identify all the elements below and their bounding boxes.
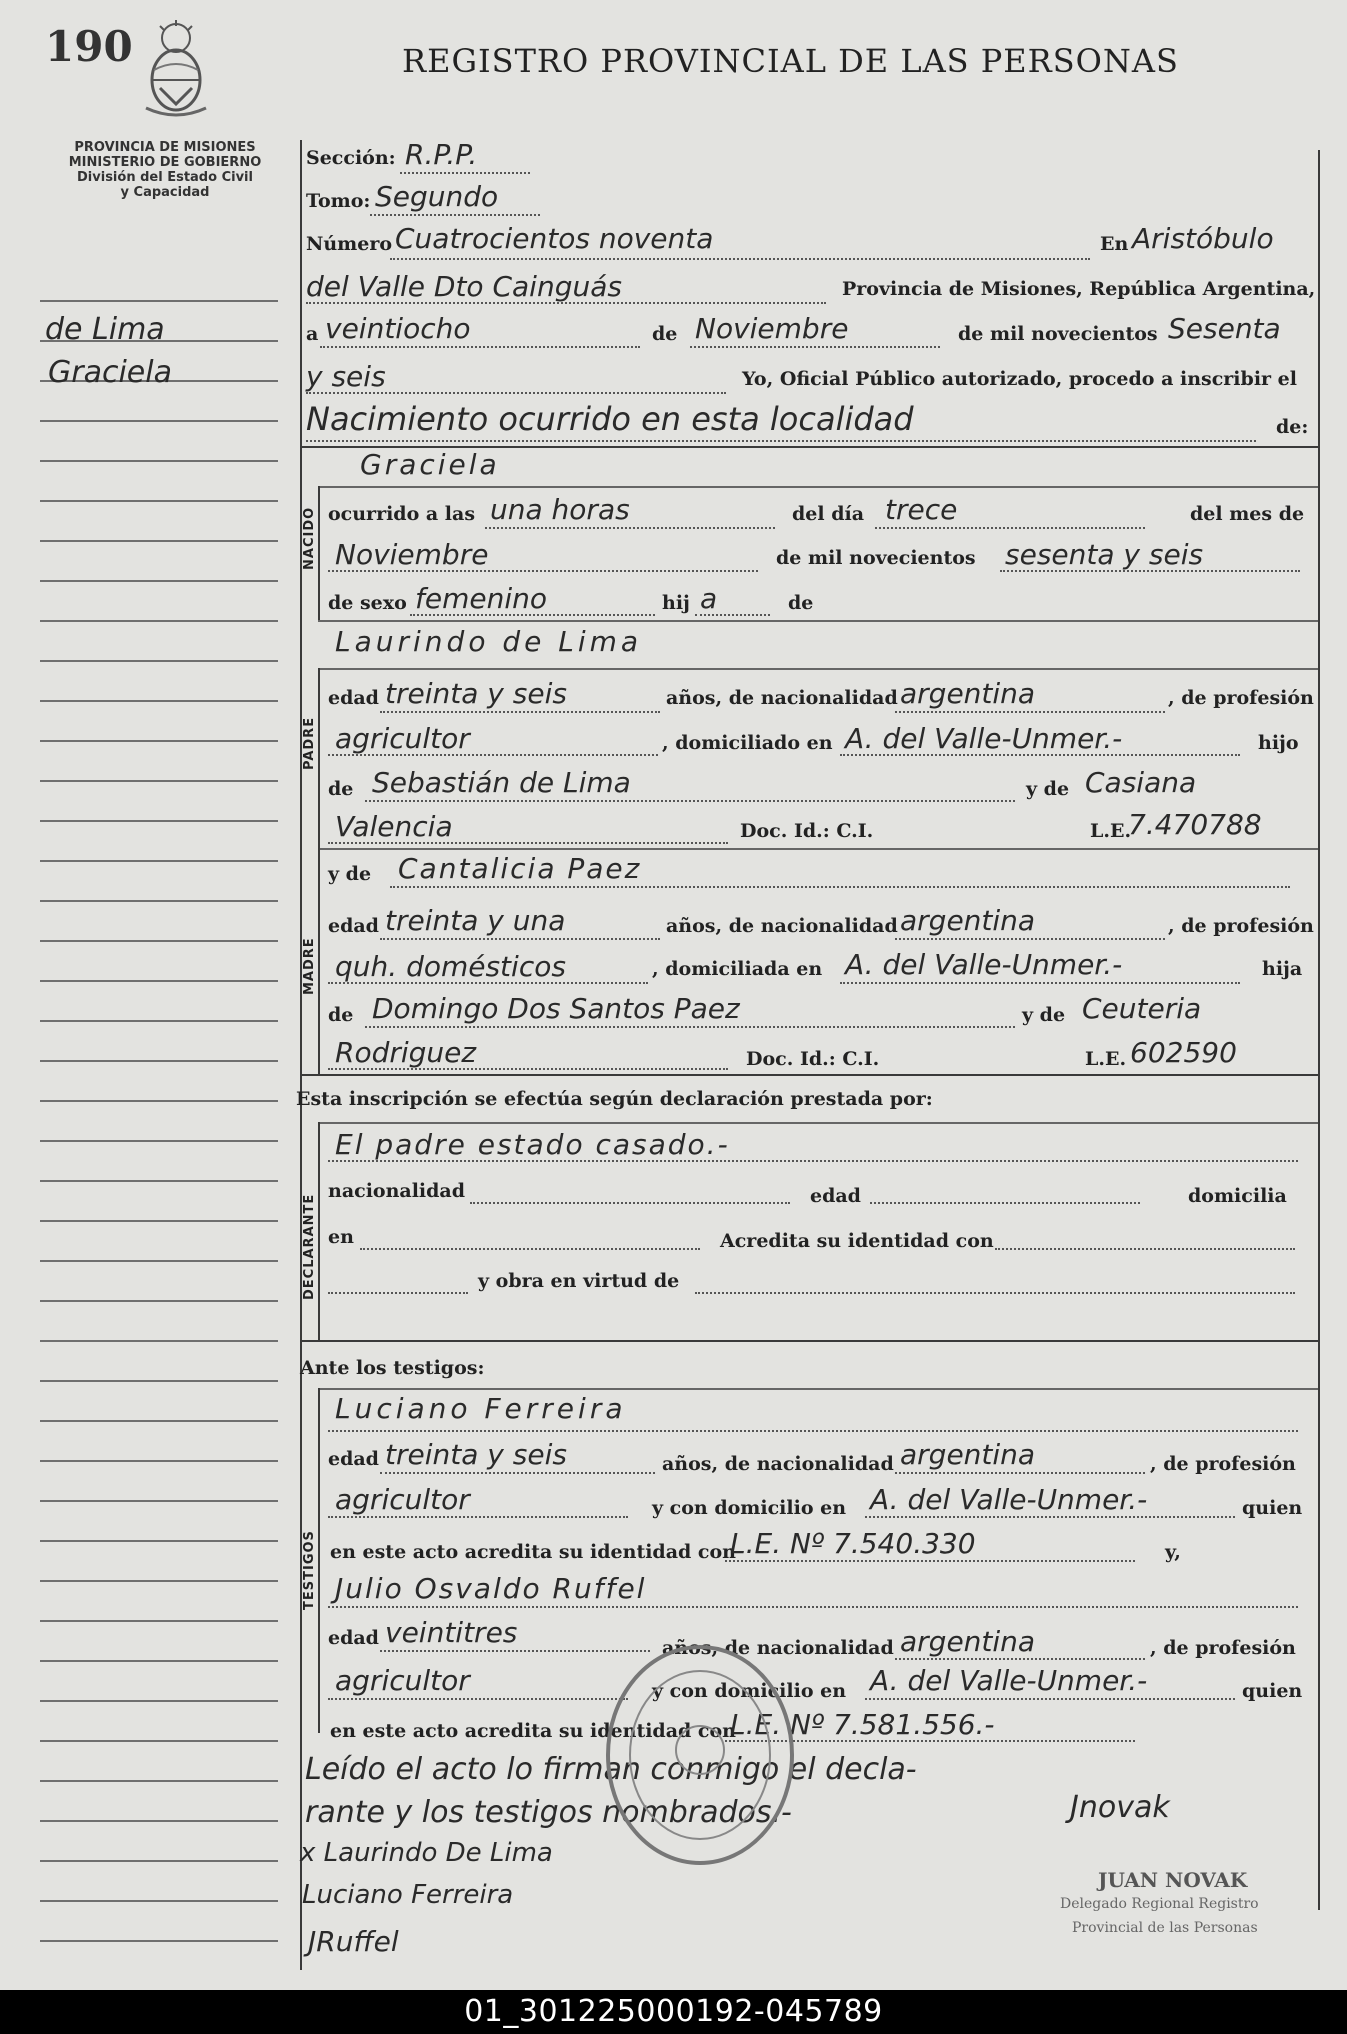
label-le-madre: L.E. bbox=[1085, 1048, 1127, 1070]
value-padre-padre: Sebastián de Lima bbox=[372, 766, 631, 799]
label-acredita: Acredita su identidad con bbox=[720, 1230, 994, 1252]
label-del-dia: del día bbox=[792, 503, 865, 525]
value-hij-suffix: a bbox=[700, 582, 718, 615]
label-le-padre: L.E. bbox=[1090, 820, 1132, 842]
label-obra: y obra en virtud de bbox=[478, 1270, 680, 1292]
value-acto: Nacimiento ocurrido en esta localidad bbox=[306, 400, 914, 438]
value-madre-madre2: Rodriguez bbox=[335, 1036, 477, 1069]
label-y-con-dom-t2: y con domicilio en bbox=[652, 1680, 847, 1702]
label-en-decl: en bbox=[328, 1226, 354, 1248]
value-testigo2-edad: veintitres bbox=[385, 1616, 518, 1649]
value-padre-madre2: Valencia bbox=[335, 810, 453, 843]
signature-declarante: x Laurindo De Lima bbox=[300, 1838, 553, 1868]
label-de-sexo: de sexo bbox=[328, 592, 407, 614]
org-line: División del Estado Civil bbox=[77, 170, 253, 185]
label-y-de-madre: y de bbox=[328, 863, 372, 885]
label-numero: Número bbox=[306, 233, 393, 255]
label-en-este-t2: en este acto acredita su identidad con bbox=[330, 1720, 736, 1742]
value-madre-nombre: Cantalicia Paez bbox=[398, 852, 642, 885]
label-en-este-t1: en este acto acredita su identidad con bbox=[330, 1541, 736, 1563]
officer-stamp-title: Delegado Regional Registro bbox=[1060, 1896, 1259, 1912]
value-madre-profesion: quh. domésticos bbox=[335, 950, 566, 983]
value-mes: Noviembre bbox=[695, 312, 849, 345]
registry-seal-stamp bbox=[600, 1640, 800, 1874]
value-testigo1-doc: L.E. Nº 7.540.330 bbox=[730, 1527, 976, 1560]
label-provincia: Provincia de Misiones, República Argentina, bbox=[842, 278, 1316, 300]
label-prof-t1: , de profesión bbox=[1150, 1453, 1296, 1475]
label-y-comma: y, bbox=[1165, 1541, 1181, 1563]
label-edad-madre: edad bbox=[328, 915, 379, 937]
label-de2: de bbox=[788, 592, 814, 614]
value-testigo1-profesion: agricultor bbox=[335, 1483, 470, 1516]
value-madre-le: 602590 bbox=[1130, 1036, 1237, 1069]
value-padre-profesion: agricultor bbox=[335, 722, 470, 755]
label-anios-nac-t1: años, de nacionalidad bbox=[662, 1453, 894, 1475]
org-line: PROVINCIA DE MISIONES bbox=[74, 140, 256, 155]
org-line: y Capacidad bbox=[120, 185, 210, 200]
label-declaracion: Esta inscripción se efectúa según declaración prestada por: bbox=[296, 1088, 933, 1110]
value-padre-nacionalidad: argentina bbox=[900, 677, 1036, 710]
label-anios-nac-padre: años, de nacionalidad bbox=[666, 687, 898, 709]
label-prof-madre: , de profesión bbox=[1168, 915, 1314, 937]
image-id-footer: 01_301225000192-045789 bbox=[0, 1990, 1347, 2034]
label-de-mil: de mil novecientos bbox=[958, 323, 1158, 345]
value-madre-domicilio: A. del Valle-Unmer.- bbox=[845, 948, 1123, 981]
value-madre-padre: Domingo Dos Santos Paez bbox=[372, 992, 740, 1025]
label-oficial: Yo, Oficial Público autorizado, procedo a inscribir el bbox=[742, 368, 1297, 390]
value-testigo2-profesion: agricultor bbox=[335, 1664, 470, 1697]
value-numero: Cuatrocientos noventa bbox=[395, 222, 714, 255]
value-testigo2-nombre: Julio Osvaldo Ruffel bbox=[335, 1572, 647, 1605]
value-testigo1-edad: treinta y seis bbox=[385, 1438, 567, 1471]
value-padre-domicilio: A. del Valle-Unmer.- bbox=[845, 722, 1123, 755]
document-title: REGISTRO PROVINCIAL DE LAS PERSONAS bbox=[402, 42, 1179, 80]
label-edad-t2: edad bbox=[328, 1627, 379, 1649]
value-hora: una horas bbox=[490, 493, 630, 526]
officer-stamp-office: Provincial de las Personas bbox=[1072, 1920, 1258, 1936]
value-testigo2-nacionalidad: argentina bbox=[900, 1625, 1036, 1658]
value-testigo1-domicilio: A. del Valle-Unmer.- bbox=[870, 1483, 1148, 1516]
value-sexo: femenino bbox=[415, 582, 547, 615]
org-line: MINISTERIO DE GOBIERNO bbox=[68, 155, 262, 170]
label-doc-madre: Doc. Id.: C.I. bbox=[746, 1048, 880, 1070]
label-domicilia: domicilia bbox=[1188, 1185, 1287, 1207]
label-de-madre: de bbox=[328, 1004, 354, 1026]
label-edad-t1: edad bbox=[328, 1448, 379, 1470]
label-quien-t2: quien bbox=[1242, 1680, 1303, 1702]
label-hijo: hijo bbox=[1258, 732, 1299, 754]
label-testigos: Ante los testigos: bbox=[300, 1357, 485, 1379]
value-anio-nac: sesenta y seis bbox=[1005, 538, 1204, 571]
value-padre-madre: Casiana bbox=[1085, 766, 1197, 799]
closing-line-2: rante y los testigos nombrados.- bbox=[305, 1795, 792, 1830]
value-testigo2-doc: L.E. Nº 7.581.556.- bbox=[730, 1708, 995, 1741]
section-label-padre: PADRE bbox=[302, 716, 317, 770]
label-edad-decl: edad bbox=[810, 1185, 861, 1207]
value-anio2: y seis bbox=[306, 360, 386, 393]
label-y-de-padre: y de bbox=[1026, 778, 1070, 800]
label-de-mil2: de mil novecientos bbox=[776, 547, 976, 569]
label-prof-t2: , de profesión bbox=[1150, 1637, 1296, 1659]
label-doc-padre: Doc. Id.: C.I. bbox=[740, 820, 874, 842]
label-y-de-madre2: y de bbox=[1022, 1004, 1066, 1026]
closing-line-1: Leído el acto lo firman conmigo el decla- bbox=[305, 1752, 917, 1787]
label-domiciliado: , domiciliado en bbox=[662, 732, 833, 754]
value-madre-edad: treinta y una bbox=[385, 904, 566, 937]
value-anio: Sesenta bbox=[1168, 312, 1281, 345]
value-testigo1-nombre: Luciano Ferreira bbox=[335, 1392, 627, 1425]
value-testigo1-nacionalidad: argentina bbox=[900, 1438, 1036, 1471]
label-a: a bbox=[306, 323, 319, 345]
org-block bbox=[40, 140, 290, 200]
value-lugar: Aristóbulo bbox=[1132, 222, 1274, 255]
value-seccion: R.P.P. bbox=[405, 138, 478, 171]
label-anios-nac-t2: años, de nacionalidad bbox=[662, 1637, 894, 1659]
label-del-mes: del mes de bbox=[1190, 503, 1305, 525]
section-label-testigos: TESTIGOS bbox=[302, 1530, 317, 1610]
value-madre-nacionalidad: argentina bbox=[900, 904, 1036, 937]
label-de-padre: de bbox=[328, 778, 354, 800]
value-dia: veintiocho bbox=[325, 312, 471, 345]
label-domiciliada: , domiciliada en bbox=[652, 958, 823, 980]
value-padre-le: 7.470788 bbox=[1128, 808, 1262, 841]
value-madre-madre: Ceuteria bbox=[1082, 992, 1202, 1025]
label-hij: hij bbox=[662, 592, 690, 614]
officer-signature: Jnovak bbox=[1070, 1790, 1170, 1825]
label-hija: hija bbox=[1262, 958, 1303, 980]
label-de-colon: de: bbox=[1276, 416, 1309, 438]
margin-note-name: Graciela bbox=[48, 355, 172, 390]
margin-note-surname: de Lima bbox=[45, 312, 165, 347]
value-testigo2-domicilio: A. del Valle-Unmer.- bbox=[870, 1664, 1148, 1697]
label-en: En bbox=[1100, 233, 1129, 255]
label-tomo: Tomo: bbox=[306, 190, 371, 212]
value-dia-nac: trece bbox=[885, 493, 958, 526]
label-de: de bbox=[652, 323, 678, 345]
value-padre-edad: treinta y seis bbox=[385, 677, 567, 710]
label-y-con-dom-t1: y con domicilio en bbox=[652, 1497, 847, 1519]
value-mes-nac: Noviembre bbox=[335, 538, 489, 571]
value-declarante: El padre estado casado.- bbox=[335, 1128, 730, 1161]
label-quien-t1: quien bbox=[1242, 1497, 1303, 1519]
signature-testigo1: Luciano Ferreira bbox=[302, 1880, 514, 1910]
label-ocurrido: ocurrido a las bbox=[328, 503, 476, 525]
section-label-madre: MADRE bbox=[302, 937, 317, 995]
label-edad-padre: edad bbox=[328, 687, 379, 709]
section-label-nacido: NACIDO bbox=[302, 506, 317, 570]
value-nombre: Graciela bbox=[360, 448, 500, 481]
value-tomo: Segundo bbox=[375, 180, 499, 213]
label-anios-nac-madre: años, de nacionalidad bbox=[666, 915, 898, 937]
section-label-declarante: DECLARANTE bbox=[302, 1193, 317, 1300]
label-seccion: Sección: bbox=[306, 147, 396, 169]
page-number: 190 bbox=[45, 22, 133, 71]
value-lugar2: del Valle Dto Cainguás bbox=[306, 270, 622, 303]
value-padre-nombre: Laurindo de Lima bbox=[335, 625, 643, 658]
officer-stamp-name: JUAN NOVAK bbox=[1098, 1868, 1248, 1892]
signature-testigo2: JRuffel bbox=[308, 1925, 399, 1958]
coat-of-arms-icon bbox=[140, 18, 212, 122]
label-prof-padre: , de profesión bbox=[1168, 687, 1314, 709]
label-nacionalidad-decl: nacionalidad bbox=[328, 1180, 466, 1202]
